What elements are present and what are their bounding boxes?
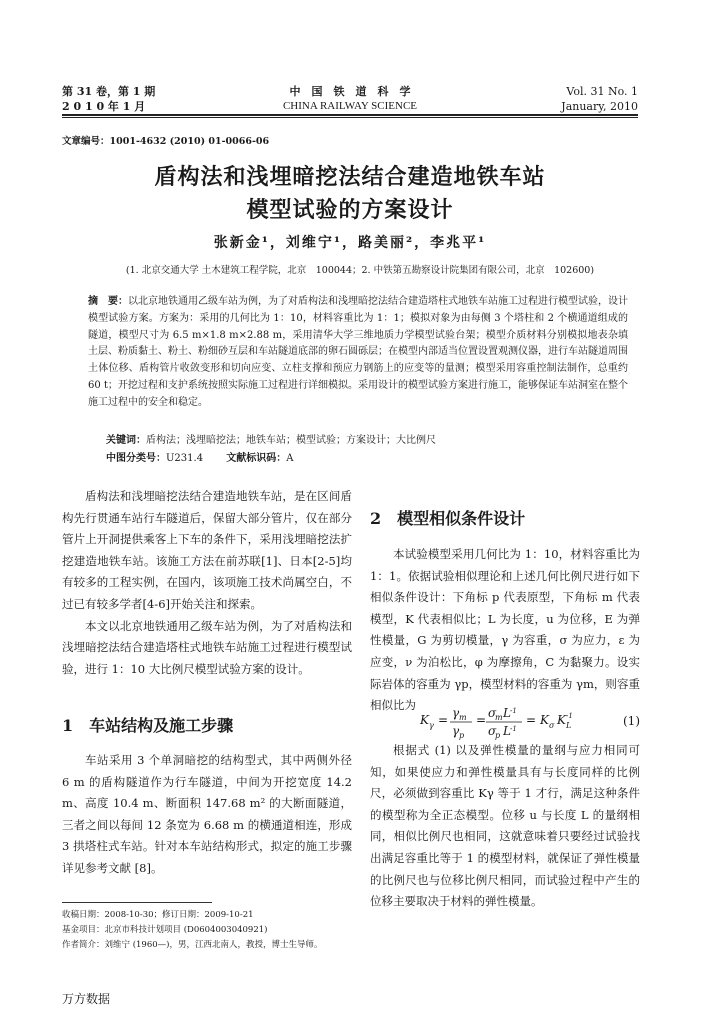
section-2-paragraph-2: 根据式 (1) 以及弹性模量的量纲与应力相同可知，如果使应力和弹性模量具有与长度同样的比例尺，必须做到容重比 Kγ 等于 1 才行，满足这种条件的模型称为全正态模型。位移 u 与长度 L 的量纲相同，相似比例尺也相同，这就意味着只要经过试验找出满足容重比等于 1 的模型材料，就保证了弹性模量的比例尺也与位移比例尺相同，而试验过程中产生的位移主要取决于材料的弹性模量。 <box>370 743 640 909</box>
section-1-paragraph: 车站采用 3 个单洞暗挖的结构型式，其中两侧外径 6 m 的盾构隧道作为行车隧道，中间为开挖宽度 14.2 m、高度 10.4 m、断面积 147.68 m² 的大断面隧道，三者之间以每间 12 条宽为 6.68 m 的横通道相连，形成 3 拱塔柱式车站。针对本车站结构形式，拟定的施工步骤详见参考文献 [8]。 <box>62 753 352 875</box>
svg-text:L: L <box>503 706 511 720</box>
clc-label: 中图分类号： <box>106 453 166 464</box>
svg-text:-1: -1 <box>566 712 573 720</box>
date-cn: 2 0 1 0 年 1 月 <box>62 100 146 113</box>
article-number: 文章编号：1001-4632 (2010) 01-0066-06 <box>62 136 270 147</box>
header-center <box>230 84 470 114</box>
svg-text:σ: σ <box>488 724 497 738</box>
svg-text:p: p <box>495 731 501 740</box>
footnote-received: 收稿日期：2008-10-30；修订日期：2009-10-21 <box>62 910 254 920</box>
abstract-text: 以北京地铁通用乙级车站为例，为了对盾构法和浅埋暗挖法结合建造塔柱式地铁车站施工过程进行模型试验，设计模型试验方案。方案为：采用的几何比为 1：10，材料容重比为 1：1；模拟对象为由每侧 3 个塔柱和 2 个横通道组成的隧道，模型尺寸为 6.5 m×1.8 m×2.88 m，采用清华大学三维地质力学模型试验台架；模型介质材料分别模拟地表杂填土层、粉质黏土、粉土、粉细砂互层和车站隧道底部的卵石圆砾层；在模型内部适当位置设置观测仪器，进行车站隧道周围土体位移、盾构管片收敛变形和切向应变、立柱支撑和预应力钢筋上的应变等的量测；模型采用容重控制法制作，总重约 60 t；开挖过程和支护系统按照实际施工过程进行详细模拟。采用设计的模型试验方案进行施工，能够保证车站洞室在整个施工过程中的安全和稳定。 <box>88 296 628 408</box>
doc-code-value: A <box>286 453 294 464</box>
volume-cn: 第 31 卷，第 1 期 <box>62 85 156 98</box>
wanfang-watermark: 万方数据 <box>62 992 111 1006</box>
svg-text:m: m <box>459 713 467 722</box>
svg-text:γ: γ <box>452 724 460 738</box>
header-rule-thin <box>62 117 638 118</box>
svg-text:γ: γ <box>429 721 434 730</box>
journal-cn: 中 国 铁 道 科 学 <box>289 85 411 98</box>
svg-text:L: L <box>566 721 572 730</box>
paper-title-line1: 盾构法和浅埋暗挖法结合建造地铁车站 <box>154 164 546 190</box>
svg-text:=: = <box>438 713 449 727</box>
footnotes <box>62 908 362 953</box>
svg-text:-1: -1 <box>510 725 517 733</box>
svg-text:K: K <box>420 713 429 727</box>
volume-en: Vol. 31 No. 1 <box>566 85 638 98</box>
equation-1 <box>380 700 640 740</box>
doc-code-label: 文献标识码： <box>226 453 287 464</box>
svg-text:=: = <box>476 713 487 727</box>
section-1-heading: 1 车站结构及施工步骤 <box>62 716 234 735</box>
header-right <box>460 84 638 114</box>
clc-value: U231.4 <box>166 453 204 464</box>
paper-title-line2: 模型试验的方案设计 <box>246 197 454 223</box>
keywords <box>106 432 626 449</box>
header-rule <box>62 114 638 116</box>
svg-text:K: K <box>557 713 566 727</box>
left-column <box>62 486 352 680</box>
intro-paragraph-2: 本文以北京地铁通用乙级车站为例，为了对盾构法和浅埋暗挖法结合建造塔柱式地铁车站施工过程进行模型试验，进行 1：10 大比例尺模型试验方案的设计。 <box>62 618 352 676</box>
affiliation: (1. 北京交通大学 土木建筑工程学院，北京 100044；2. 中铁第五勘察设计院集团有限公司，北京 102600) <box>125 265 595 276</box>
authors: 张新金¹，刘维宁¹，路美丽²，李兆平¹ <box>213 235 487 251</box>
footnote-author: 作者简介：刘维宁 (1960—)，男，江西北南人，教授，博士生导师。 <box>62 940 323 950</box>
journal-en: CHINA RAILWAY SCIENCE <box>282 100 418 112</box>
abstract-label: 摘 要： <box>88 296 128 307</box>
footnote-fund: 基金项目：北京市科技计划项目 (D0604003040921) <box>62 925 268 935</box>
section-2-heading: 2 模型相似条件设计 <box>370 509 526 528</box>
section-2-body-cont <box>370 740 640 913</box>
abstract <box>88 294 628 412</box>
section-2-paragraph-1: 本试验模型采用几何比为 1：10，材料容重比为 1：1。依据试验相似理论和上述几何比例尺进行如下相似条件设计：下角标 p 代表原型，下角标 m 代表模型，K 代表相似比；L 为长度，u 为位移，E 为弹性模量，G 为剪切模量，γ 为容重，σ 为应力，ε 为应变，ν 为泊松比，φ 为摩擦角，C 为黏聚力。设实际岩体的容重为 γp，模型材料的容重为 γm，则容重相似比为 <box>370 547 640 713</box>
svg-text:γ: γ <box>452 706 460 720</box>
classification <box>106 450 626 467</box>
equation-graphic <box>380 700 640 740</box>
footnote-rule <box>62 902 212 903</box>
svg-text:p: p <box>459 731 465 740</box>
intro-paragraph-1: 盾构法和浅埋暗挖法结合建造地铁车站，是在区间盾构先行贯通车站行车隧道后，保留大部分管片，仅在部分管片上开洞提供乘客上下车的条件下，采用浅埋暗挖法扩挖建造地铁车站。该施工方法在前苏联[1]、日本[2-5]均有较多的工程实例，在国内，该项施工技术尚属空白，不过已有较多学者[4-6]开始关注和探索。 <box>62 489 352 611</box>
date-en: January, 2010 <box>561 100 638 113</box>
svg-text:σ: σ <box>549 721 555 730</box>
header-left <box>62 84 155 114</box>
svg-text:=: = <box>526 713 537 727</box>
keywords-text: 盾构法；浅埋暗挖法；地铁车站；模型试验；方案设计；大比例尺 <box>146 435 436 446</box>
svg-text:m: m <box>495 713 503 722</box>
svg-text:-1: -1 <box>510 707 517 715</box>
svg-text:L: L <box>503 724 511 738</box>
keywords-label: 关键词： <box>106 435 146 446</box>
equation-number: (1) <box>623 714 640 728</box>
section-1-body <box>62 750 352 880</box>
svg-text:K: K <box>540 713 549 727</box>
section-2-body <box>370 544 640 717</box>
svg-text:σ: σ <box>488 706 497 720</box>
